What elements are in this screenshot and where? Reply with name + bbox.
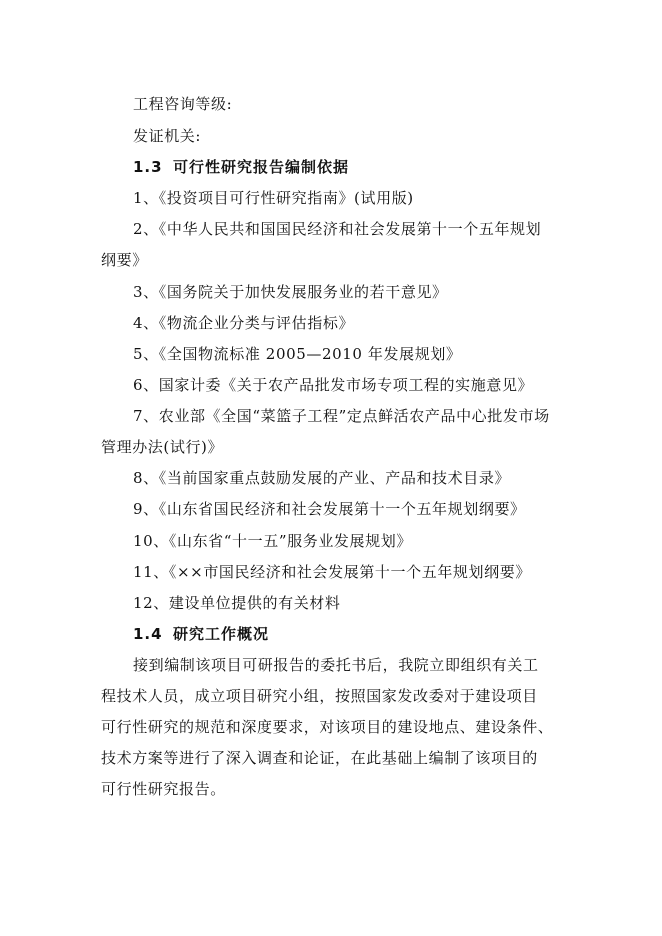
basis-item-5: 5、《全国物流标准 2005—2010 年发展规划》 [133,345,462,363]
basis-item-11: 11、《××市国民经济和社会发展第十一个五年规划纲要》 [133,563,531,581]
basis-item-6: 6、国家计委《关于农产品批发市场专项工程的实施意见》 [133,376,534,394]
section-number: 1.3 [133,158,163,176]
qualification-grade-label: 工程咨询等级: [133,95,233,113]
basis-item-2: 2、《中华人民共和国国民经济和社会发展第十一个五年规划 [133,220,542,238]
basis-item-3: 3、《国务院关于加快发展服务业的若干意见》 [133,283,448,301]
overview-paragraph-line-4: 技术方案等进行了深入调查和论证，在此基础上编制了该项目的 [101,749,538,767]
basis-item-7: 7、农业部《全国“菜篮子工程”定点鲜活农产品中心批发市场 [133,407,550,425]
basis-item-8: 8、《当前国家重点鼓励发展的产业、产品和技术目录》 [133,469,511,487]
overview-paragraph-line-2: 程技术人员，成立项目研究小组，按照国家发改委对于建设项目 [101,687,538,705]
overview-paragraph-line-5: 可行性研究报告。 [101,780,226,798]
section-title: 可行性研究报告编制依据 [173,158,350,176]
basis-item-7-continuation: 管理办法(试行)》 [101,438,224,456]
basis-item-1: 1、《投资项目可行性研究指南》(试用版) [133,189,414,207]
overview-paragraph-line-3: 可行性研究的规范和深度要求，对该项目的建设地点、建设条件、 [101,718,554,736]
section-title: 研究工作概况 [173,625,270,643]
basis-item-2-continuation: 纲要》 [101,251,148,269]
overview-paragraph-line-1: 接到编制该项目可研报告的委托书后，我院立即组织有关工 [133,656,539,674]
section-heading-1-3 [133,157,349,177]
basis-item-4: 4、《物流企业分类与评估指标》 [133,314,355,332]
issuing-authority-label: 发证机关: [133,127,202,145]
basis-item-9: 9、《山东省国民经济和社会发展第十一个五年规划纲要》 [133,500,526,518]
basis-item-12: 12、建设单位提供的有关材料 [133,594,341,612]
basis-item-10: 10、《山东省“十一五”服务业发展规划》 [133,532,412,550]
section-number: 1.4 [133,625,163,643]
section-heading-1-4 [133,624,269,644]
